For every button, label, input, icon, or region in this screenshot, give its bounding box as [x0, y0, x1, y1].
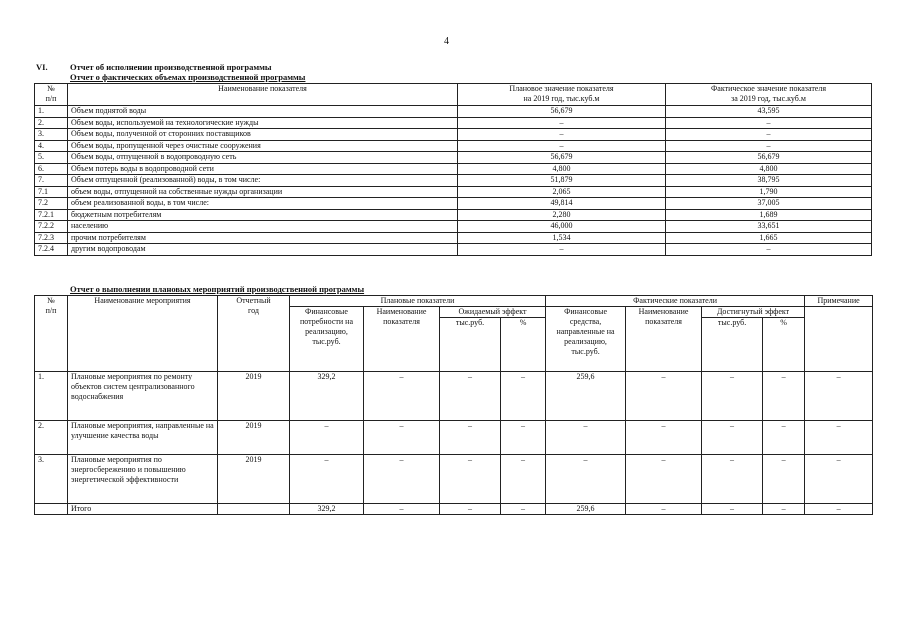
cell-report-year: 2019 [218, 421, 290, 455]
header-achieved-percent: % [763, 318, 805, 372]
measures-table-row [35, 421, 873, 455]
header-achieved-effect: Достигнутый эффект [702, 307, 805, 318]
volumes-table-row [35, 106, 872, 118]
row-number: 7.2.2 [35, 221, 68, 233]
volumes-table-row [35, 129, 872, 141]
cell-actual-indicator: – [626, 421, 702, 455]
total-cell-achieved-rub: – [702, 504, 763, 515]
total-cell-financial-needs: 329,2 [290, 504, 364, 515]
row-fact-value: 1,790 [666, 186, 872, 198]
row-plan-value: 51,879 [458, 175, 666, 187]
header-note: Примечание [805, 296, 873, 307]
volumes-table-row [35, 209, 872, 221]
cell-achieved-percent: – [763, 372, 805, 421]
volumes-table [34, 83, 872, 256]
cell-achieved-percent: – [763, 421, 805, 455]
cell-report-year: 2019 [218, 455, 290, 504]
cell-planned-indicator: – [364, 372, 440, 421]
cell-actual-indicator: – [626, 455, 702, 504]
cell-financial-needs: – [290, 455, 364, 504]
row-number: 7.2.4 [35, 244, 68, 256]
row-number: 4. [35, 140, 68, 152]
cell-planned-indicator: – [364, 421, 440, 455]
header-plan-line2: на 2019 год, тыс.куб.м [523, 94, 600, 103]
total-cell-expected-rub: – [440, 504, 501, 515]
row-indicator-name: Объем воды, используемой на технологические нужды [68, 117, 458, 129]
cell-number: 2. [35, 421, 68, 455]
measures-table-row [35, 372, 873, 421]
header-fact-line1: Фактическое значение показателя [710, 84, 827, 93]
volumes-table-row [35, 198, 872, 210]
row-fact-value: – [666, 140, 872, 152]
header-year-line2: год [248, 306, 259, 315]
volumes-table-row [35, 221, 872, 233]
row-plan-value: – [458, 244, 666, 256]
row-fact-value: 1,689 [666, 209, 872, 221]
measures-table-row [35, 455, 873, 504]
cell-measure-name: Плановые мероприятия по ремонту объектов систем централизованного водоснабжения [68, 372, 218, 421]
row-number: 7.1 [35, 186, 68, 198]
row-fact-value: 1,665 [666, 232, 872, 244]
cell-financial-needs: – [290, 421, 364, 455]
total-cell-financial-means: 259,6 [546, 504, 626, 515]
row-number: 1. [35, 106, 68, 118]
cell-measure-name: Плановые мероприятия, направленные на улучшение качества воды [68, 421, 218, 455]
row-indicator-name: Объем отпущенной (реализованной) воды, в том числе: [68, 175, 458, 187]
total-label: Итого [68, 504, 218, 515]
cell-note: – [805, 455, 873, 504]
cell-achieved-percent: – [763, 455, 805, 504]
total-cell-actual-indicator: – [626, 504, 702, 515]
volumes-table-row [35, 163, 872, 175]
row-number: 7.2 [35, 198, 68, 210]
total-cell-note: – [805, 504, 873, 515]
row-fact-value: – [666, 244, 872, 256]
row-indicator-name: Объем поднятой воды [68, 106, 458, 118]
cell-financial-means: 259,6 [546, 372, 626, 421]
volumes-table-row [35, 244, 872, 256]
row-indicator-name: другим водопроводам [68, 244, 458, 256]
table1-title: Отчет о фактических объемах производственной программы [70, 72, 306, 82]
total-number-blank [35, 504, 68, 515]
row-indicator-name: населению [68, 221, 458, 233]
header-year-line1: Отчетный [236, 296, 271, 305]
volumes-table-header [35, 84, 872, 106]
header-planned-indicator-name: Наименование показателя [364, 307, 440, 372]
row-plan-value: 4,800 [458, 163, 666, 175]
header-number [35, 84, 68, 106]
row-number: 5. [35, 152, 68, 164]
row-fact-value: 37,005 [666, 198, 872, 210]
header-achieved-rub: тыс.руб. [702, 318, 763, 372]
volumes-table-row [35, 140, 872, 152]
row-indicator-name: Объем воды, отпущенной в водопроводную сеть [68, 152, 458, 164]
table2-title: Отчет о выполнении плановых мероприятий производственной программы [70, 284, 365, 294]
row-number: 7. [35, 175, 68, 187]
row-fact-value: – [666, 129, 872, 141]
row-fact-value: 4,800 [666, 163, 872, 175]
row-plan-value: 46,000 [458, 221, 666, 233]
row-indicator-name: Объем воды, пропущенной через очистные сооружения [68, 140, 458, 152]
row-fact-value: 38,795 [666, 175, 872, 187]
row-plan-value: 49,814 [458, 198, 666, 210]
total-cell-expected-percent: – [501, 504, 546, 515]
cell-number: 1. [35, 372, 68, 421]
cell-achieved-rub: – [702, 455, 763, 504]
volumes-table-row [35, 186, 872, 198]
row-indicator-name: Объем воды, полученной от сторонних поставщиков [68, 129, 458, 141]
cell-achieved-rub: – [702, 372, 763, 421]
cell-financial-means: – [546, 455, 626, 504]
cell-planned-indicator: – [364, 455, 440, 504]
header-plan-line1: Плановое значение показателя [509, 84, 614, 93]
row-indicator-name: прочим потребителям [68, 232, 458, 244]
cell-achieved-rub: – [702, 421, 763, 455]
row-plan-value: 1,534 [458, 232, 666, 244]
section-roman-numeral: VI. [36, 62, 48, 72]
header-number-line2: п/п [45, 306, 57, 315]
cell-number: 3. [35, 455, 68, 504]
header-plan-value [458, 84, 666, 106]
header-financial-means: Финансовые средства, направленные на реализацию, тыс.руб. [546, 307, 626, 372]
header-fact-value [666, 84, 872, 106]
row-plan-value: 2,065 [458, 186, 666, 198]
header-number-line2: п/п [45, 94, 57, 103]
row-number: 3. [35, 129, 68, 141]
total-cell-achieved-percent: – [763, 504, 805, 515]
cell-expected-percent: – [501, 421, 546, 455]
cell-note: – [805, 372, 873, 421]
row-plan-value: 56,679 [458, 152, 666, 164]
header-note-blank [805, 307, 873, 372]
row-number: 7.2.1 [35, 209, 68, 221]
total-year-blank [218, 504, 290, 515]
measures-table [34, 295, 873, 515]
header-actual-group: Фактические показатели [546, 296, 805, 307]
header-number [35, 296, 68, 372]
cell-expected-rub: – [440, 372, 501, 421]
cell-expected-percent: – [501, 455, 546, 504]
measures-total-row [35, 504, 873, 515]
row-fact-value: 43,595 [666, 106, 872, 118]
row-number: 7.2.3 [35, 232, 68, 244]
row-plan-value: 56,679 [458, 106, 666, 118]
header-fact-line2: за 2019 год, тыс.куб.м [731, 94, 806, 103]
section-heading [36, 62, 272, 72]
volumes-table-row [35, 175, 872, 187]
total-cell-planned-indicator: – [364, 504, 440, 515]
header-indicator-name: Наименование показателя [68, 84, 458, 106]
cell-expected-rub: – [440, 455, 501, 504]
row-plan-value: 2,280 [458, 209, 666, 221]
header-number-line1: № [47, 84, 55, 93]
header-expected-effect: Ожидаемый эффект [440, 307, 546, 318]
row-plan-value: – [458, 117, 666, 129]
volumes-table-row [35, 117, 872, 129]
header-expected-percent: % [501, 318, 546, 372]
header-actual-indicator-name: Наименование показателя [626, 307, 702, 372]
cell-note: – [805, 421, 873, 455]
cell-expected-percent: – [501, 372, 546, 421]
header-planned-group: Плановые показатели [290, 296, 546, 307]
volumes-table-row [35, 232, 872, 244]
row-fact-value: 56,679 [666, 152, 872, 164]
cell-actual-indicator: – [626, 372, 702, 421]
row-plan-value: – [458, 129, 666, 141]
row-indicator-name: бюджетным потребителям [68, 209, 458, 221]
cell-financial-needs: 329,2 [290, 372, 364, 421]
cell-measure-name: Плановые мероприятия по энергосбережению и повышению энергетической эффективности [68, 455, 218, 504]
header-financial-needs: Финансовые потребности на реализацию, тыс.руб. [290, 307, 364, 372]
row-indicator-name: объем реализованной воды, в том числе: [68, 198, 458, 210]
cell-expected-rub: – [440, 421, 501, 455]
cell-financial-means: – [546, 421, 626, 455]
header-number-line1: № [47, 296, 55, 305]
page-number: 4 [444, 36, 449, 47]
row-plan-value: – [458, 140, 666, 152]
volumes-table-row [35, 152, 872, 164]
row-number: 2. [35, 117, 68, 129]
row-fact-value: 33,651 [666, 221, 872, 233]
header-expected-rub: тыс.руб. [440, 318, 501, 372]
row-number: 6. [35, 163, 68, 175]
section-title: Отчет об исполнении производственной программы [70, 62, 272, 72]
row-fact-value: – [666, 117, 872, 129]
header-report-year [218, 296, 290, 372]
row-indicator-name: Объем потерь воды в водопроводной сети [68, 163, 458, 175]
measures-header-row1 [35, 296, 873, 307]
header-measure-name: Наименование мероприятия [68, 296, 218, 372]
row-indicator-name: объем воды, отпущенной на собственные нужды организации [68, 186, 458, 198]
cell-report-year: 2019 [218, 372, 290, 421]
